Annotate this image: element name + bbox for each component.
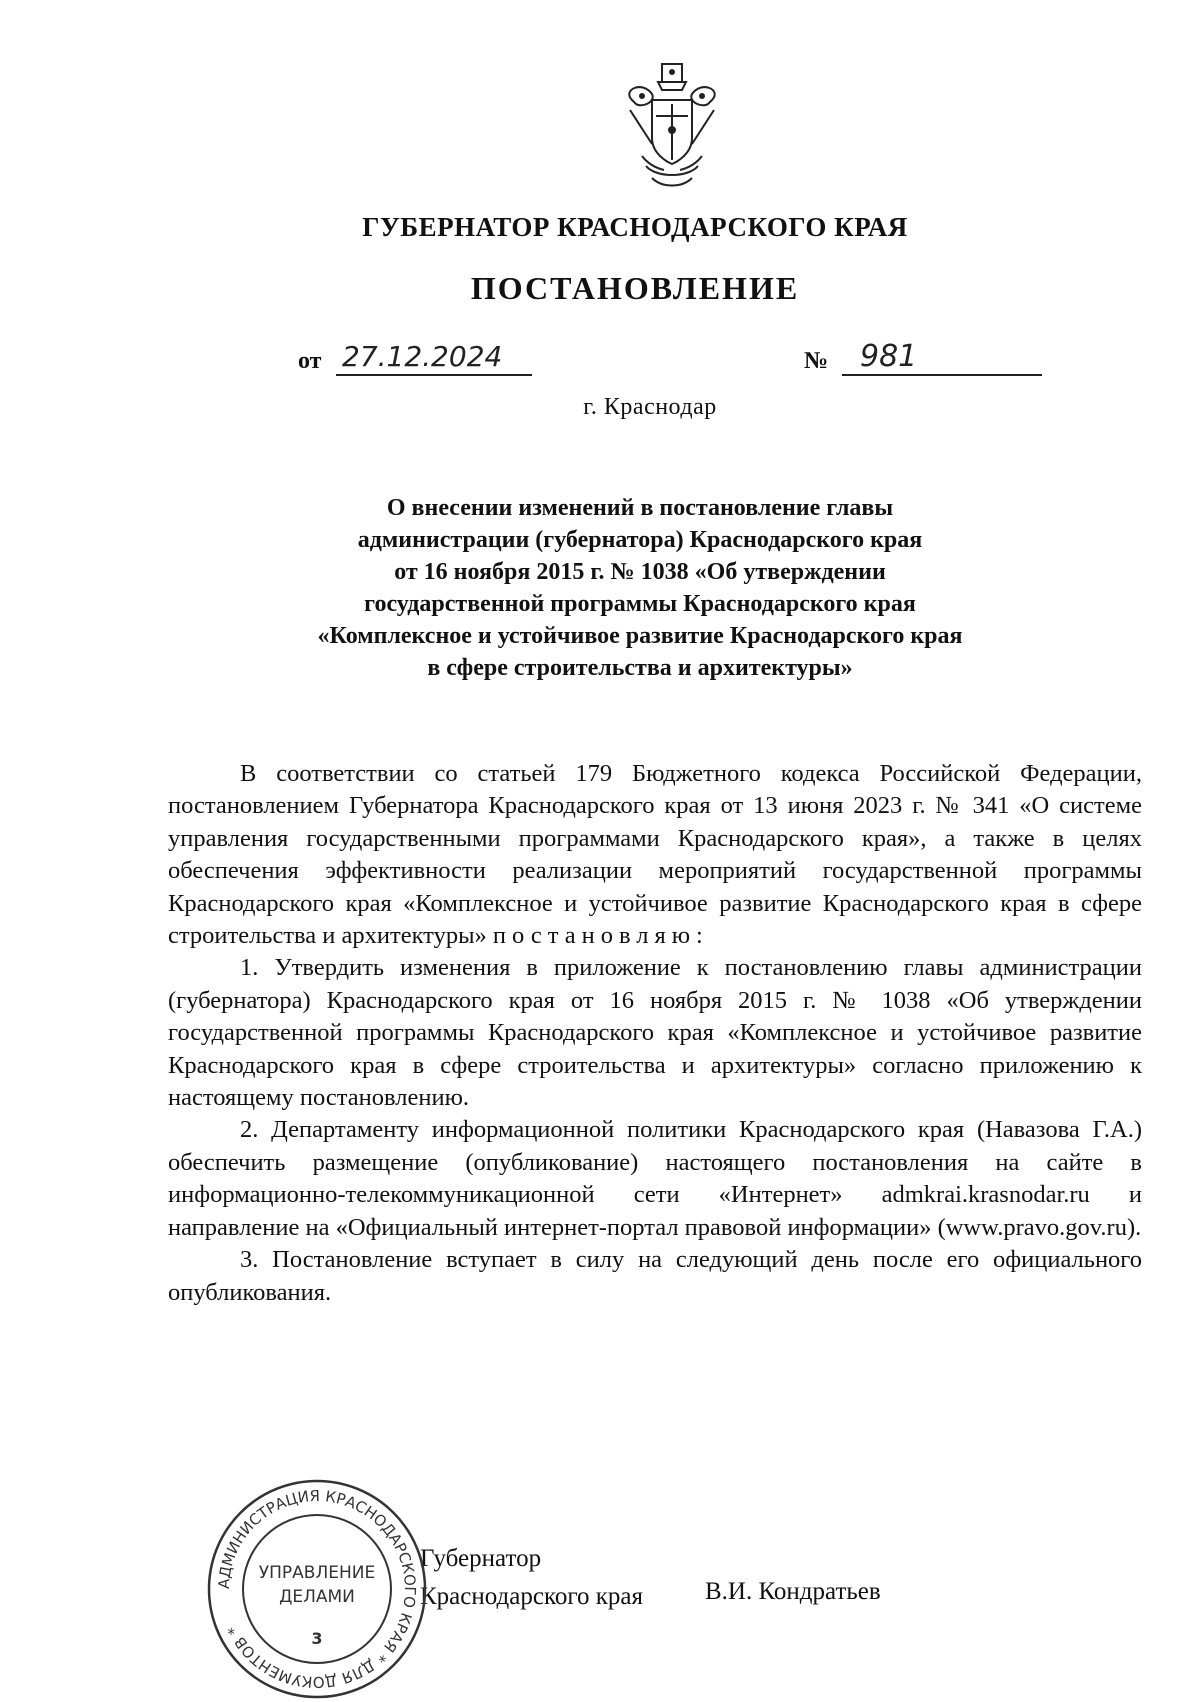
document-body xyxy=(168,758,1142,1309)
stamp-center-line2: ДЕЛАМИ xyxy=(279,1587,355,1607)
handwritten-number: 981 xyxy=(842,340,1042,376)
preamble-text: В соответствии со статьей 179 Бюджетного кодекса Российской Федерации, постановлением Губернатора Краснодарского края от 13 июня 2023 г. № 341 «О системе управления государственными программами Краснодарского края», а также в целях обеспечения эффективности реализации мероприятий государственной программы Краснодарского края «Комплексное и устойчивое развитие Краснодарского края в сфере строительства и архитектуры» xyxy=(168,760,1142,950)
signatory-title-line: Краснодарского края xyxy=(420,1583,643,1610)
subject-line: государственной программы Краснодарского края xyxy=(364,591,916,617)
subject-line: «Комплексное и устойчивое развитие Краснодарского края xyxy=(317,623,963,649)
signature-block xyxy=(350,1540,1150,1680)
subject-line: О внесении изменений в постановление главы xyxy=(386,495,894,521)
preamble-paragraph xyxy=(168,758,1142,952)
signatory-title-line: Губернатор xyxy=(420,1545,542,1572)
signatory-name: В.И. Кондратьев xyxy=(705,1578,881,1605)
date-number-row xyxy=(298,340,1048,380)
city: г. Краснодар xyxy=(583,394,717,420)
number-label: № xyxy=(804,348,829,374)
item-2: 2. Департаменту информационной политики Краснодарского края (Навазова Г.А.) обеспечить размещение (опубликование) настоящего постановления на сайте в информационно-телекоммуникационной сети «Интернет» admkrai.krasnodar.ru и направление на «Официальный интернет-портал правовой информации» (www.pravo.gov.ru). xyxy=(168,1116,1142,1241)
coat-of-arms-icon xyxy=(612,60,732,200)
signatory-title xyxy=(420,1540,643,1616)
subject-line: от 16 ноября 2015 г. № 1038 «Об утверждении xyxy=(394,559,886,585)
handwritten-date: 27.12.2024 xyxy=(336,340,532,376)
resolves-word: постановляю: xyxy=(492,922,709,950)
item-1: 1. Утвердить изменения в приложение к постановлению главы администрации (губернатора) Краснодарского края от 16 ноября 2015 г. № 1038 «Об утверждении государственной программы Краснодарского края «Комплексное и устойчивое развитие Краснодарского края в сфере строительства и архитектуры» согласно приложению к настоящему постановлению. xyxy=(168,954,1142,1112)
issuing-authority: ГУБЕРНАТОР КРАСНОДАРСКОГО КРАЯ xyxy=(362,212,908,242)
stamp-center-line1: УПРАВЛЕНИЕ xyxy=(258,1563,376,1583)
document-type: ПОСТАНОВЛЕНИЕ xyxy=(470,270,800,306)
subject-line: администрации (губернатора) Краснодарского края xyxy=(357,527,923,553)
stamp-number: 3 xyxy=(311,1629,323,1648)
subject-line: в сфере строительства и архитектуры» xyxy=(427,655,853,681)
document-subject xyxy=(240,492,1040,684)
stamp-ring-text: АДМИНИСТРАЦИЯ КРАСНОДАРСКОГО КРАЯ * ДЛЯ ДОКУМЕНТОВ * xyxy=(214,1486,420,1692)
item-3: 3. Постановление вступает в силу на следующий день после его официального опубликования. xyxy=(168,1246,1142,1306)
date-label: от xyxy=(298,348,322,374)
official-stamp xyxy=(204,1476,430,1702)
